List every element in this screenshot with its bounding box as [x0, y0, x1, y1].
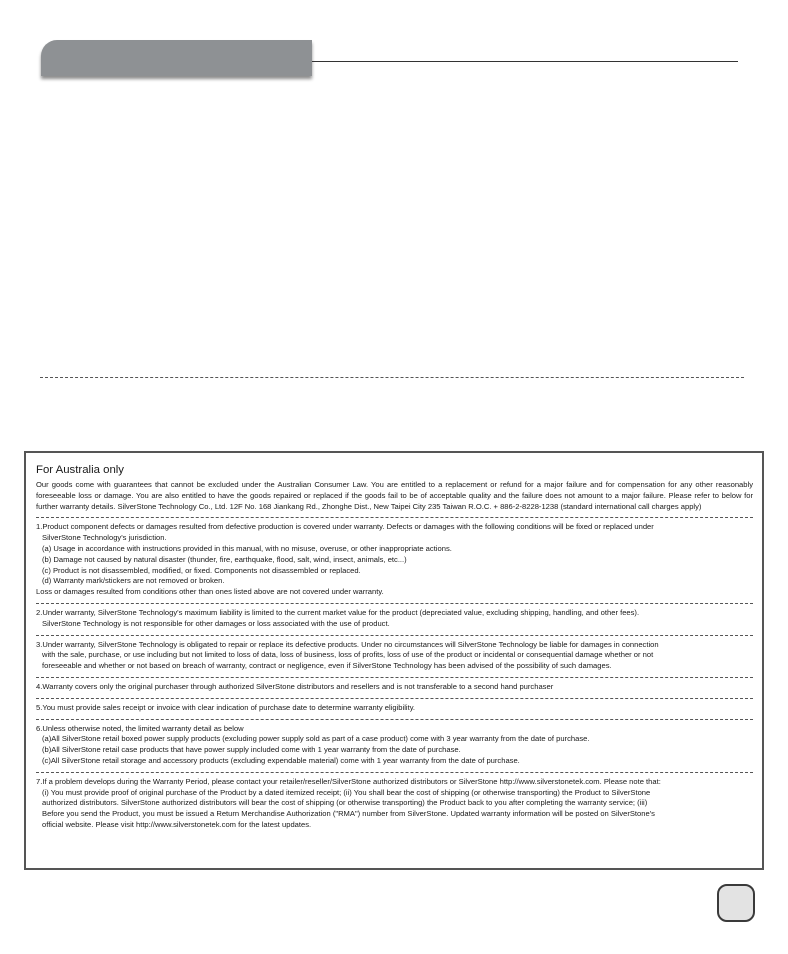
warranty-item-3	[36, 640, 753, 672]
item-line: with the sale, purchase, or use including but not limited to loss of data, loss of business, loss of profits, loss of use of the product or incidental or consequential damage whether or not	[42, 650, 654, 660]
item-line: 6.Unless otherwise noted, the limited warranty detail as below	[36, 723, 244, 733]
warranty-item-4	[36, 682, 753, 693]
item-line: foreseeable and whether or not based on breach of warranty, contract or negligence, even if SilverStone Technology has been advised of the possibility of such damages.	[42, 661, 612, 671]
item-line: authorized distributors. SilverStone authorized distributors will bear the cost of shipping (or otherwise transporting) the Product back to you after completing the warranty service; (iii)	[42, 798, 648, 808]
warranty-item-5	[36, 703, 753, 714]
warranty-item-2	[36, 608, 753, 630]
warranty-box	[24, 451, 764, 870]
item-line: (b)All SilverStone retail case products that have power supply included come with 1 year warranty from the date of purchase.	[42, 745, 461, 755]
item-separator	[36, 517, 753, 518]
item-line: (a)All SilverStone retail boxed power supply products (excluding power supply sold as part of a case product) come with 3 year warranty from the date of purchase.	[42, 734, 590, 744]
warranty-item-6	[36, 724, 753, 767]
warranty-item-7	[36, 777, 753, 831]
item-line: (c)All SilverStone retail storage and accessory products (excluding expendable material) come with 1 year warranty from the date of purchase.	[42, 755, 520, 765]
item-line: 2.Under warranty, SilverStone Technology's maximum liability is limited to the current market value for the product (depreciated value, excluding shipping, handling, and other fees).	[36, 607, 640, 617]
item-separator	[36, 719, 753, 720]
item-line: Before you send the Product, you must be issued a Return Merchandise Authorization ("RMA") number from SilverStone. Updated warranty information will be posted on SilverStone's	[42, 809, 655, 819]
item-line: SilverStone Technology is not responsible for other damages or loss associated with the use of product.	[42, 618, 390, 628]
item-line: (i) You must provide proof of original purchase of the Product by a dated itemized receipt; (ii) You shall bear the cost of shipping (or otherwise transporting) the Product to SilverStone	[42, 787, 651, 797]
item-line: 4.Warranty covers only the original purchaser through authorized SilverStone distributors and resellers and is not transferable to a second hand purchaser	[36, 681, 554, 691]
page-number-badge	[717, 884, 755, 922]
warranty-title: For Australia only	[36, 464, 124, 476]
item-line: (c) Product is not disassembled, modified, or fixed. Components not disassembled or replaced.	[42, 565, 361, 575]
item-line: (a) Usage in accordance with instructions provided in this manual, with no misuse, overuse, or other inappropriate actions.	[42, 543, 452, 553]
item-separator	[36, 603, 753, 604]
item-line: SilverStone Technology's jurisdiction.	[42, 533, 167, 543]
warranty-intro: Our goods come with guarantees that cannot be excluded under the Australian Consumer Law. You are entitled to a replacement or refund for a major failure and for compensation for any other reasonably foreseeable loss or damage. You are also entitled to have the goods repaired or replaced if the goods fail to be of acceptable quality and the failure does not amount to a major failure. Please refer to below for further warranty details. SilverStone Technology Co., Ltd. 12F No. 168 Jiankang Rd., Zhonghe Dist., New Taipei City 235 Taiwan R.O.C. + 886-2-8228-1238 (standard international call charges apply)	[36, 480, 753, 511]
item-line: 1.Product component defects or damages resulted from defective production is covered under warranty. Defects or damages with the following conditions will be fixed or replaced under	[36, 522, 654, 532]
item-line: (d) Warranty mark/stickers are not removed or broken.	[42, 576, 225, 586]
warranty-item-1	[36, 522, 753, 598]
item-line: 3.Under warranty, SilverStone Technology is obligated to repair or replace its defective products. Under no circumstances will SilverStone Technology be liable for damages in connection	[36, 639, 659, 649]
item-line: official website. Please visit http://www.silverstonetek.com for the latest updates.	[42, 819, 312, 829]
item-separator	[36, 677, 753, 678]
section-header-tab	[41, 40, 312, 76]
item-separator	[36, 635, 753, 636]
item-separator	[36, 698, 753, 699]
section-divider	[40, 377, 744, 378]
item-line: Loss or damages resulted from conditions other than ones listed above are not covered under warranty.	[36, 587, 384, 597]
item-line: 5.You must provide sales receipt or invoice with clear indication of purchase date to determine warranty eligibility.	[36, 702, 416, 712]
item-line: 7.If a problem develops during the Warranty Period, please contact your retailer/reseller/SilverStone authorized distributors or SilverStone http://www.silverstonetek.com. Please note that:	[36, 776, 661, 786]
item-line: (b) Damage not caused by natural disaster (thunder, fire, earthquake, flood, salt, wind, insect, animals, etc...)	[42, 554, 407, 564]
item-separator	[36, 772, 753, 773]
header-rule	[312, 61, 738, 62]
